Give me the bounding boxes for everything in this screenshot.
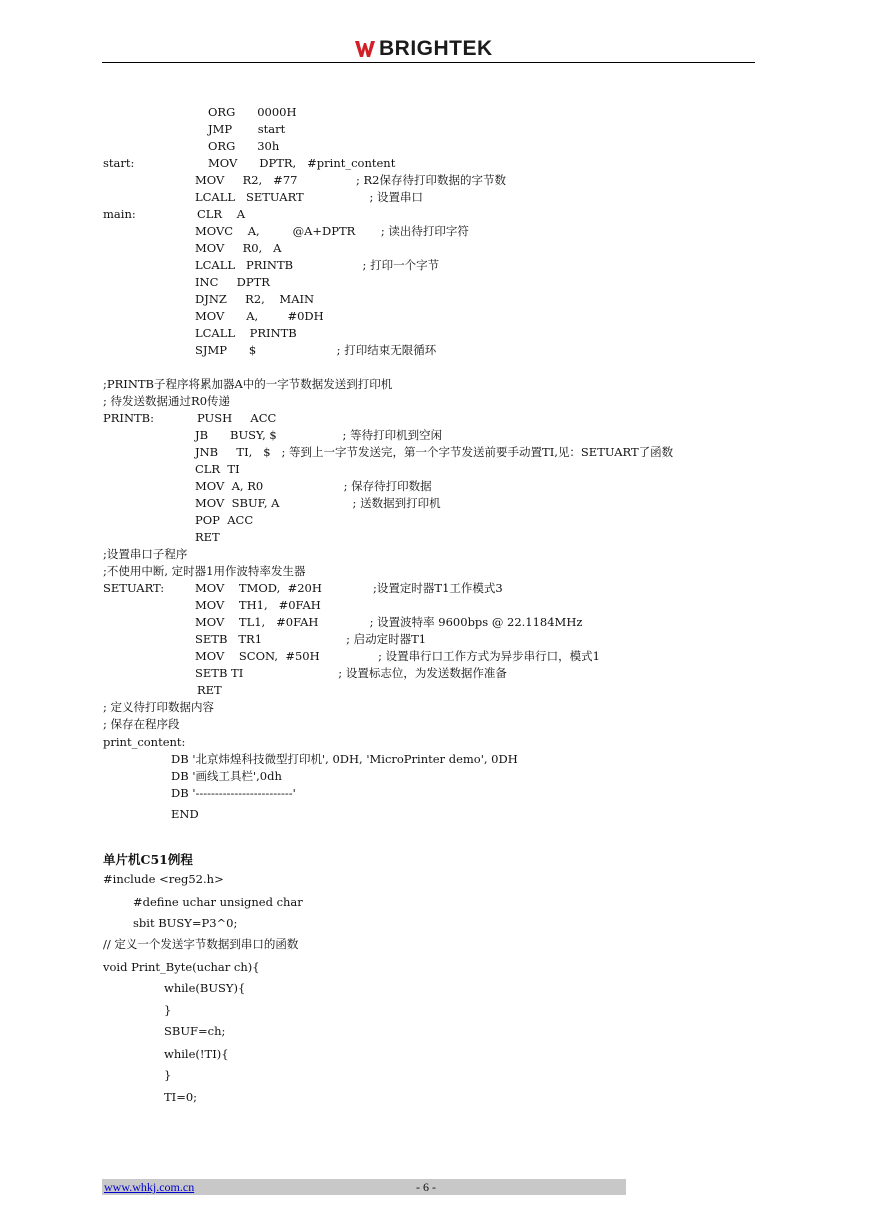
brightek-logo: [354, 36, 493, 62]
asm-label: ;设置串口子程序: [103, 547, 188, 561]
website-link[interactable]: www.whkj.com.cn: [104, 1180, 195, 1194]
asm-line: ORG 30h: [208, 139, 280, 153]
asm-line: MOV TH1, #0FAH: [195, 598, 321, 612]
c51-line: void Print_Byte(uchar ch){: [103, 960, 260, 974]
asm-line: RET: [197, 683, 222, 697]
asm-line: ORG 0000H: [208, 105, 297, 119]
c51-line: while(!TI){: [164, 1047, 229, 1061]
asm-line: MOV R0, A: [195, 241, 282, 255]
brightek-logo-mark-icon: [354, 39, 376, 59]
header-rule: [102, 62, 755, 63]
asm-line: SJMP $ ; 打印结束无限循环: [195, 343, 437, 357]
c51-line: SBUF=ch;: [164, 1024, 226, 1038]
asm-line: POP ACC: [195, 513, 254, 527]
asm-line: MOV R2, #77 ; R2保存待打印数据的字节数: [195, 173, 506, 187]
asm-label: start:: [103, 156, 135, 170]
asm-line: SETB TI ; 设置标志位，为发送数据作准备: [195, 666, 507, 680]
c51-line: }: [164, 1068, 172, 1082]
asm-line: MOV TL1, #0FAH ; 设置波特率 9600bps @ 22.1184MHz: [195, 615, 583, 629]
db-line: DB '北京炜煌科技微型打印机', 0DH, 'MicroPrinter demo', 0DH: [171, 752, 518, 766]
logo-text: BRIGHTEK: [379, 37, 493, 60]
asm-label: PRINTB:: [103, 411, 154, 425]
asm-line: CLR A: [197, 207, 246, 221]
asm-label: ;PRINTB子程序将累加器A中的一字节数据发送到打印机: [103, 377, 393, 391]
c51-line: #define uchar unsigned char: [133, 895, 303, 909]
c51-line: TI=0;: [164, 1090, 198, 1104]
c51-line: // 定义一个发送字节数据到串口的函数: [103, 937, 299, 951]
asm-line: DJNZ R2, MAIN: [195, 292, 315, 306]
asm-line: RET: [195, 530, 220, 544]
db-line: DB '画线工具栏',0dh: [171, 769, 282, 783]
asm-line: LCALL PRINTB: [195, 326, 297, 340]
c51-heading: 单片机C51例程: [103, 852, 193, 867]
asm-line: MOV A, R0 ; 保存待打印数据: [195, 479, 432, 493]
asm-line: LCALL PRINTB ; 打印一个字节: [195, 258, 440, 272]
db-line: DB '-------------------------': [171, 786, 296, 800]
asm-line: JB BUSY, $ ; 等待打印机到空闲: [195, 428, 443, 442]
asm-line: MOV DPTR, #print_content: [208, 156, 396, 170]
asm-line: MOVC A, @A+DPTR ; 读出待打印字符: [195, 224, 469, 238]
asm-label: ; 待发送数据通过R0传递: [103, 394, 231, 408]
asm-label: ; 保存在程序段: [103, 717, 180, 731]
asm-label: ;不使用中断, 定时器1用作波特率发生器: [103, 564, 306, 578]
asm-label: ; 定义待打印数据内容: [103, 700, 215, 714]
asm-label: print_content:: [103, 735, 186, 749]
asm-line: MOV SCON, #50H ; 设置串行口工作方式为异步串行口，模式1: [195, 649, 600, 663]
c51-line: sbit BUSY=P3^0;: [133, 916, 238, 930]
c51-line: while(BUSY){: [164, 981, 246, 995]
asm-line: LCALL SETUART ; 设置串口: [195, 190, 424, 204]
asm-line: MOV A, #0DH: [195, 309, 324, 323]
asm-line: PUSH ACC: [197, 411, 277, 425]
asm-label: main:: [103, 207, 136, 221]
page-number: - 6 -: [416, 1180, 436, 1194]
asm-line: MOV SBUF, A ; 送数据到打印机: [195, 496, 441, 510]
db-line: END: [171, 807, 199, 821]
c51-line: }: [164, 1003, 172, 1017]
c51-line: #include <reg52.h>: [103, 872, 224, 886]
asm-label: SETUART:: [103, 581, 165, 595]
asm-line: INC DPTR: [195, 275, 270, 289]
asm-line: JMP start: [208, 122, 286, 136]
asm-line: CLR TI: [195, 462, 240, 476]
asm-line: JNB TI, $ ; 等到上一字节发送完，第一个字节发送前要手动置TI,见：SETUART了函数: [195, 445, 674, 459]
asm-line: SETB TR1 ; 启动定时器T1: [195, 632, 427, 646]
asm-line: MOV TMOD, #20H ;设置定时器T1工作模式3: [195, 581, 503, 595]
